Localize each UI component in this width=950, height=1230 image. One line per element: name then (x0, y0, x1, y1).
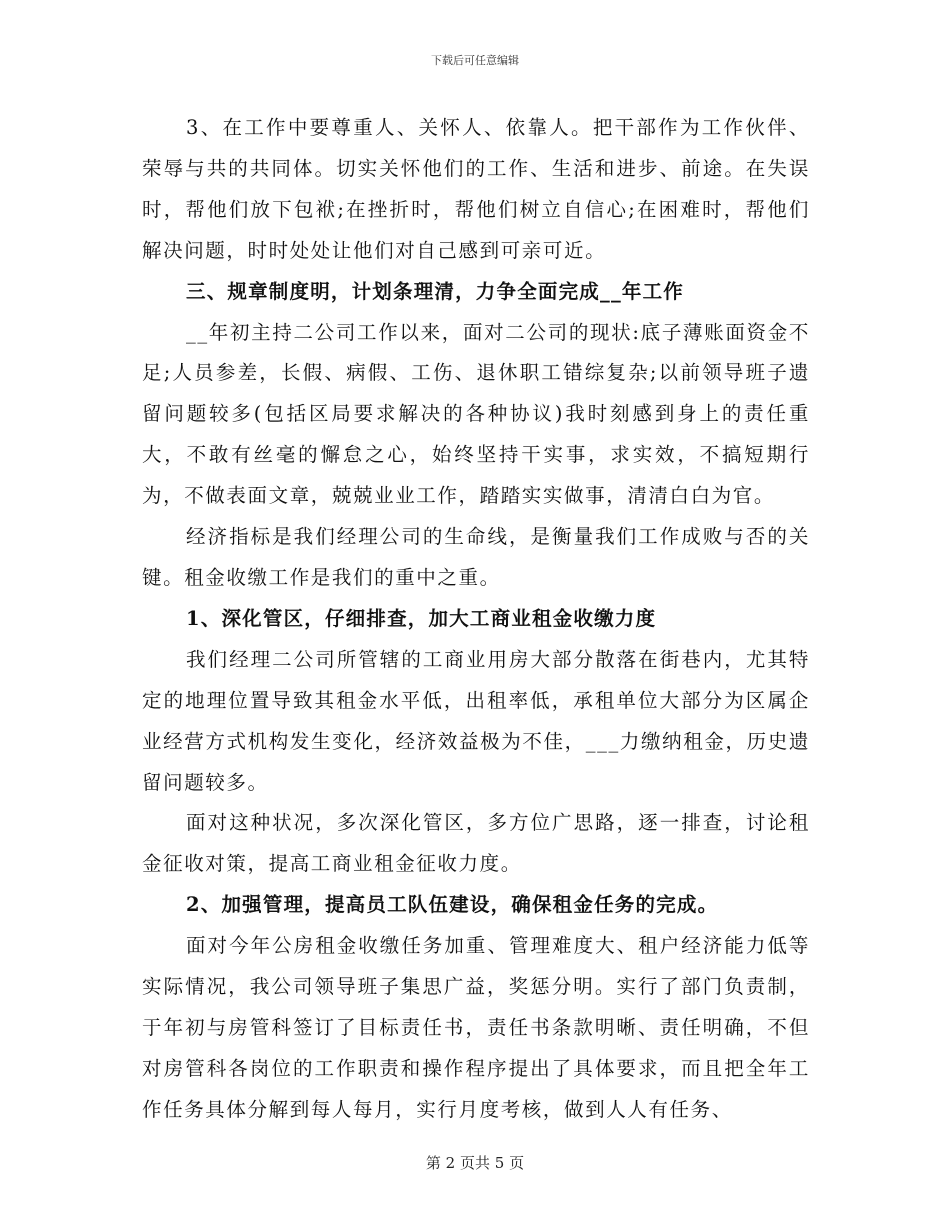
page-footer: 第 2 页共 5 页 (425, 1154, 525, 1172)
subheading-1-deepen-district: 1、深化管区，仔细排查，加大工商业租金收缴力度 (186, 606, 657, 630)
document-body (142, 108, 810, 1131)
paragraph-investigation: 面对这种状况，多次深化管区，多方位广思路，逐一排查，讨论租金征收对策，提高工商业租金征收力度。 (142, 811, 810, 876)
page-header: 下载后可任意编辑 (431, 54, 519, 67)
paragraph-responsibility-system: 面对今年公房租金收缴任务加重、管理难度大、租户经济能力低等实际情况，我公司领导班子集思广益，奖惩分明。实行了部门负责制，于年初与房管科签订了目标责任书，责任书条款明晰、责任明确，不但对房管科各岗位的工作职责和操作程序提出了具体要求，而且把全年工作任务具体分解到每人每月，实行月度考核，做到人人有任务、 (142, 934, 810, 1121)
paragraph-respect-colleagues: 3、在工作中要尊重人、关怀人、依靠人。把干部作为工作伙伴、荣辱与共的共同体。切实关怀他们的工作、生活和进步、前途。在失误时，帮他们放下包袱;在挫折时，帮他们树立自信心;在困难时，帮他们解决问题，时时处处让他们对自己感到可亲可近。 (142, 116, 810, 262)
subheading-2-strengthen-management: 2、加强管理，提高员工队伍建设，确保租金任务的完成。 (186, 893, 719, 917)
paragraph-commercial-housing: 我们经理二公司所管辖的工商业用房大部分散落在街巷内，尤其特定的地理位置导致其租金水平低，出租率低，承租单位大部分为区属企业经营方式机构发生变化，经济效益极为不佳，___力缴纳租金，历史遗留问题较多。 (142, 647, 810, 794)
paragraph-economic-indicators: 经济指标是我们经理公司的生命线，是衡量我们工作成败与否的关键。租金收缴工作是我们的重中之重。 (142, 525, 810, 589)
paragraph-company-status: __年初主持二公司工作以来，面对二公司的现状:底子薄账面资金不足;人员参差，长假、病假、工伤、退休职工错综复杂;以前领导班子遗留问题较多(包括区局要求解决的各种协议)我时刻感到身上的责任重大，不敢有丝毫的懈怠之心，始终坚持干实事，求实效，不搞短期行为，不做表面文章，兢兢业业工作，踏踏实实做事，清清白白为官。 (142, 320, 810, 508)
section-heading-3: 三、规章制度明，计划条理清，力争全面完成__年工作 (186, 279, 685, 303)
